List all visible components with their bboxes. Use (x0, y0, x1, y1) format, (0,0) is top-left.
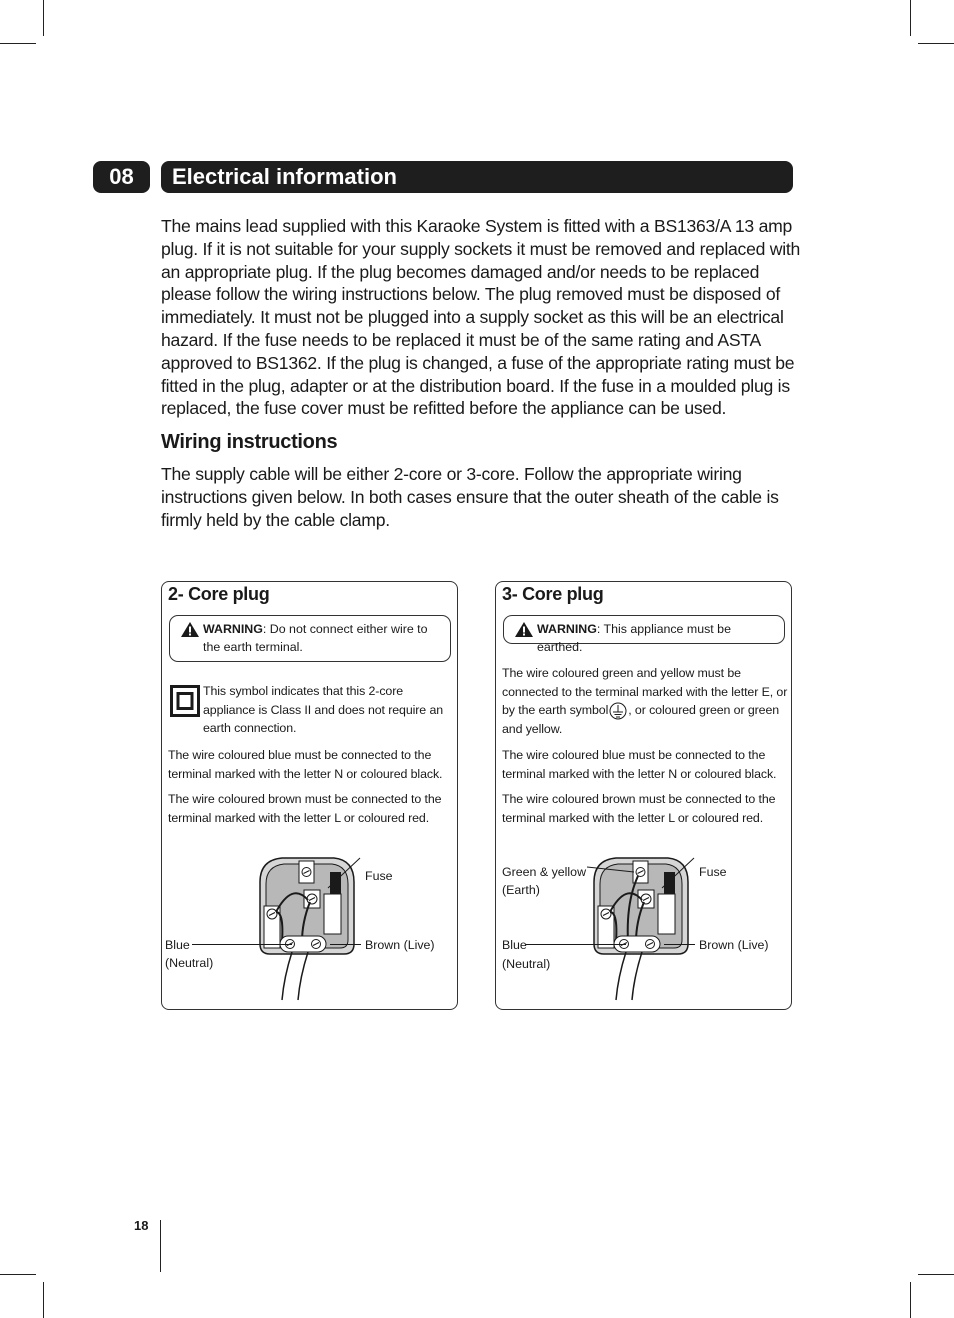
panel-title: 2- Core plug (168, 584, 270, 604)
label-brown-live: Brown (Live) (365, 938, 435, 952)
warning-text: WARNING: This appliance must be earthed. (537, 622, 731, 654)
crop-mark (910, 1282, 911, 1318)
page-number: 18 (134, 1218, 149, 1233)
label-green-yellow: Green & yellow (502, 865, 587, 879)
wiring-paragraph: The supply cable will be either 2-core or 3-core. Follow the appropriate wiring instructions given below. In both cases ensure that the outer sheath of the cable is firmly held by the cable clamp. (161, 464, 779, 530)
label-neutral: (Neutral) (502, 957, 551, 971)
crop-mark (918, 1274, 954, 1275)
plug-diagram-3core (586, 852, 696, 1002)
leader-line (664, 944, 695, 945)
para-blue: The wire coloured blue must be connected to the terminal marked with the letter N or coloured black. (502, 748, 777, 781)
leader-line (526, 944, 626, 945)
crop-mark (918, 43, 954, 44)
crop-mark (43, 0, 44, 36)
leader-line (330, 944, 361, 945)
crop-mark (43, 1282, 44, 1318)
section-title: Electrical information (161, 161, 793, 193)
warning-box (169, 615, 451, 662)
label-brown-live: Brown (Live) (699, 938, 769, 952)
para-green-yellow: The wire coloured green and yellow must be connected to the terminal marked with the letter E, or by the earth symbol , or coloured green or green and yellow. (502, 666, 788, 736)
label-fuse: Fuse (365, 869, 393, 883)
label-fuse: Fuse (699, 865, 727, 879)
warning-box (503, 615, 785, 654)
panel-3core (495, 581, 792, 1010)
wiring-heading: Wiring instructions (161, 431, 338, 453)
class2-text: This symbol indicates that this 2-core appliance is Class II and does not require an earth connection. (203, 684, 444, 735)
warning-icon (180, 621, 200, 638)
crop-mark (0, 43, 36, 44)
intro-paragraph: The mains lead supplied with this Karaoke System is fitted with a BS1363/A 13 amp plug. If it is not suitable for your supply sockets it must be removed and replaced with an appropriate plug. If the plug becomes damaged and/or needs to be replaced please follow the wiring instructions below. The plug removed must be disposed of immediately. It must not be plugged into a supply socket as this will be an electrical hazard. If the fuse needs to be replaced it must be of the same rating and ASTA approved to BS1362. If the plug is changed, a fuse of the appropriate rating must be fitted in the plug, adapter or at the distribution board. If the fuse in a moulded plug is replaced, the fuse cover must be refitted before the appliance can be used. (161, 216, 801, 419)
earth-symbol-icon (608, 702, 628, 720)
label-blue: Blue (165, 938, 190, 952)
crop-mark (0, 1274, 36, 1275)
para-brown: The wire coloured brown must be connected to the terminal marked with the letter L or coloured red. (168, 792, 442, 825)
panel-2core (161, 581, 458, 1010)
leader-line (192, 944, 292, 945)
section-number: 08 (93, 161, 150, 193)
para-brown: The wire coloured brown must be connected to the terminal marked with the letter L or coloured red. (502, 792, 776, 825)
plug-diagram-2core (252, 852, 362, 1002)
page-divider (160, 1220, 161, 1272)
para-blue: The wire coloured blue must be connected to the terminal marked with the letter N or coloured black. (168, 748, 443, 781)
warning-text: WARNING: Do not connect either wire to the earth terminal. (203, 622, 428, 654)
label-earth: (Earth) (502, 883, 540, 897)
class2-icon (170, 685, 200, 717)
label-blue: Blue (502, 938, 527, 952)
label-neutral: (Neutral) (165, 956, 214, 970)
warning-icon (514, 621, 534, 638)
crop-mark (910, 0, 911, 36)
panel-title: 3- Core plug (502, 584, 604, 604)
